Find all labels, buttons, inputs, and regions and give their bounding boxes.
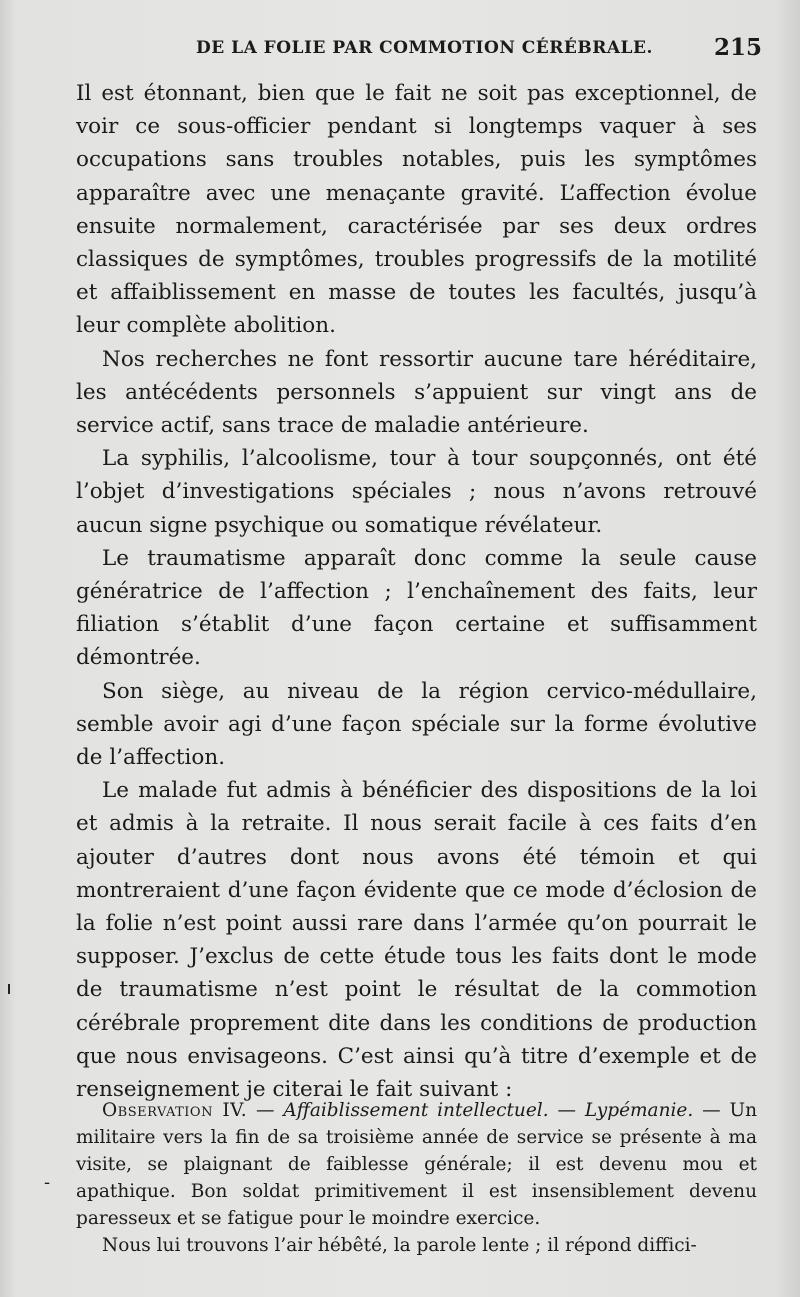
observation-title-1: Affaiblissement intellectuel. <box>283 1100 549 1121</box>
running-title: DE LA FOLIE PAR COMMOTION CÉRÉBRALE. <box>196 38 653 58</box>
paragraph-2: Nos recherches ne font ressortir aucune tare héréditaire, les antécédents personnels s’appuient sur vingt ans de service actif, sans trace de maladie antérieure. <box>76 346 757 439</box>
paragraph-6: Le malade fut admis à bénéficier des dispositions de la loi et admis à la retraite. Il nous serait facile à ces faits d’en ajouter d’autres dont nous avons été témoin et qui montreraient d’une façon évidente que ce mode d’éclosion de la folie n’est point aussi rare dans l’armée qu’on pourrait le supposer. J’exclus de cette étude tous les faits dont le mode de traumatisme n’est point le résultat de la commotion cérébrale proprement dite dans les conditions de production que nous envisageons. C’est ainsi qu’à titre d’exemple et de renseignement je citerai le fait suivant : <box>76 778 757 1103</box>
margin-dash: - <box>44 1172 51 1193</box>
paragraph-5: Son siège, au niveau de la région cervico-médullaire, semble avoir agi d’une façon spéciale sur la forme évolutive de l’affection. <box>76 678 757 771</box>
paragraph-4: Le traumatisme apparaît donc comme la seule cause génératrice de l’affection ; l’enchaînement des faits, leur filiation s’établit d’une façon certaine et suffisamment démontrée. <box>76 545 757 671</box>
observation-block <box>76 1097 757 1259</box>
observation-paragraph-2: Nous lui trouvons l’air hébêté, la parole lente ; il répond diffici- <box>102 1235 697 1256</box>
paragraph-3: La syphilis, l’alcoolisme, tour à tour soupçonnés, ont été l’objet d’investigations spéciales ; nous n’avons retrouvé aucun signe psychique ou somatique révélateur. <box>76 446 757 538</box>
page-number: 215 <box>713 34 762 61</box>
margin-tick <box>8 984 10 994</box>
observation-dash-1: — <box>247 1100 284 1121</box>
observation-text-1: — Un militaire vers la fin de sa troisième année de service se présente à ma visite, se plaignant de faiblesse générale; il est devenu mou et apathique. Bon soldat primitivement il est insensiblement devenu paresseux et se fatigue pour le moindre exercice. <box>76 1100 757 1229</box>
paragraph-1: Il est étonnant, bien que le fait ne soit pas exceptionnel, de voir ce sous-officier pendant si longtemps vaquer à ses occupations sans troubles notables, puis les symptômes apparaître avec une menaçante gravité. L’affection évolue ensuite normalement, caractérisée par ses deux ordres classiques de symptômes, troubles progressifs de la motilité et affaiblissement en masse de toutes les facultés, jusqu’à leur complète abolition. <box>76 81 757 339</box>
observation-label: Observation IV. <box>102 1100 248 1121</box>
main-text <box>76 77 757 1106</box>
observation-title-2: Lypémanie. <box>584 1100 694 1121</box>
page-header <box>76 34 762 64</box>
observation-paragraph <box>76 1097 757 1232</box>
observation-dash-2: — <box>548 1100 585 1121</box>
